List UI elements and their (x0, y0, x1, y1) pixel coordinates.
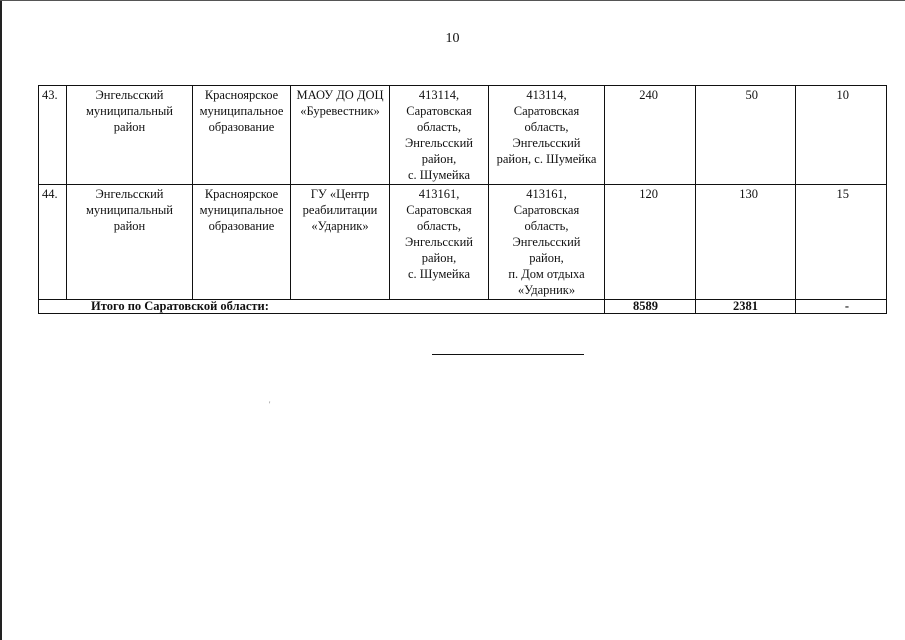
cell-line: Энгельсский (95, 187, 164, 201)
legal-address-cell (390, 86, 489, 185)
cell-line: область, (524, 219, 569, 233)
cell-line: Энгельсский (512, 136, 581, 150)
total-row (39, 300, 887, 314)
institution-cell (291, 185, 390, 300)
cell-line: «Буревестник» (300, 104, 380, 118)
cell-line: область, (417, 120, 461, 134)
cell-line: реабилитации (302, 203, 378, 217)
cell-line: Саратовская (513, 104, 580, 118)
table-row (39, 185, 887, 300)
cell-line: район, (529, 251, 564, 265)
total-value-2: 2381 (696, 300, 796, 314)
value-2-cell: 130 (696, 185, 796, 300)
cell-line: 413161, (418, 187, 460, 201)
value-2-cell: 50 (696, 86, 796, 185)
cell-line: Саратовская (406, 203, 472, 217)
cell-line: ГУ «Центр (310, 187, 370, 201)
cell-line: муниципальное (199, 104, 284, 118)
total-value-3: - (796, 300, 887, 314)
cell-line: Красноярское (204, 88, 279, 102)
cell-line: Саратовская (513, 203, 580, 217)
cell-line: «Ударник» (311, 219, 369, 233)
cell-line: 413114, (526, 88, 567, 102)
actual-address-cell (489, 185, 605, 300)
value-1-cell: 120 (605, 185, 696, 300)
cell-line: «Ударник» (517, 283, 576, 297)
row-number: 43. (39, 86, 67, 185)
total-value-1: 8589 (605, 300, 696, 314)
cell-line: муниципальный (86, 104, 173, 118)
legal-address-cell (390, 185, 489, 300)
cell-line: Энгельсский (405, 136, 473, 150)
cell-line: муниципальное (199, 203, 284, 217)
scan-top-edge (0, 0, 905, 1)
cell-line: с. Шумейка (407, 267, 471, 281)
cell-line: район, с. Шумейка (496, 152, 597, 166)
cell-line: Энгельсский (95, 88, 164, 102)
cell-line: образование (208, 219, 275, 233)
cell-line: 413161, (526, 187, 567, 201)
actual-address-cell (489, 86, 605, 185)
cell-line: п. Дом отдыха (508, 267, 585, 281)
cell-line: Красноярское (204, 187, 279, 201)
municipality-cell (193, 86, 291, 185)
cell-line: Энгельсский (512, 235, 581, 249)
cell-line: МАОУ ДО ДОЦ (296, 88, 384, 102)
cell-line: область, (524, 120, 569, 134)
cell-line: Энгельсский (405, 235, 473, 249)
table-row (39, 86, 887, 185)
end-divider-line (432, 354, 584, 355)
cell-line: район (113, 120, 146, 134)
value-3-cell: 10 (796, 86, 887, 185)
value-1-cell: 240 (605, 86, 696, 185)
page-number: 10 (445, 31, 460, 46)
scan-speck: ' (269, 400, 271, 409)
institutions-table (38, 85, 887, 314)
scan-left-edge (0, 0, 2, 640)
cell-line: область, (417, 219, 461, 233)
total-label: Итого по Саратовской области: (39, 300, 605, 314)
cell-line: образование (208, 120, 275, 134)
municipality-cell (193, 185, 291, 300)
institution-cell (291, 86, 390, 185)
cell-line: муниципальный (86, 203, 173, 217)
row-number: 44. (39, 185, 67, 300)
value-3-cell: 15 (796, 185, 887, 300)
district-cell (67, 185, 193, 300)
cell-line: Саратовская (406, 104, 472, 118)
cell-line: район, (421, 251, 457, 265)
district-cell (67, 86, 193, 185)
cell-line: 413114, (418, 88, 460, 102)
cell-line: район, (421, 152, 457, 166)
cell-line: с. Шумейка (407, 168, 471, 182)
cell-line: район (113, 219, 146, 233)
